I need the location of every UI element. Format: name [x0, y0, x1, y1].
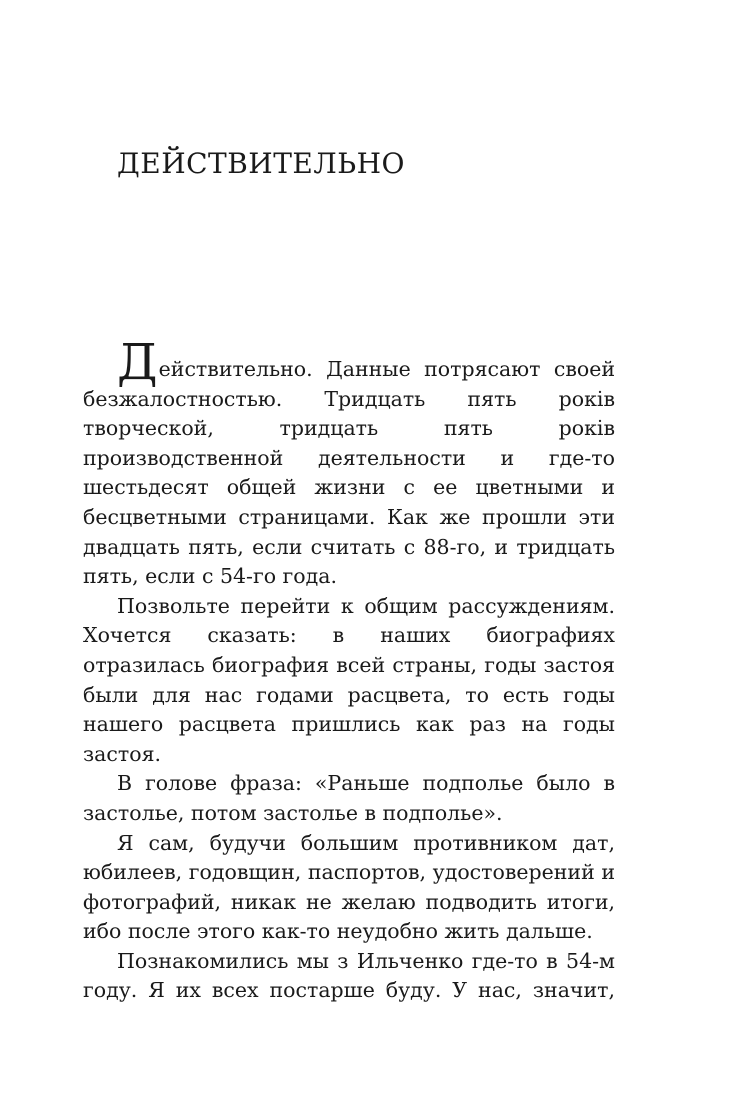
- drop-cap: Д: [117, 333, 158, 391]
- paragraph-1-text: ействительно. Данные потрясают своей безжалостностью. Тридцать пять років творческой, тридцать пять років производственной деятельности и где-то шестьдесят общей жизни с ее цветными и бесцветными страницами. Как же прошли эти двадцать пять, если считать с 88-го, и тридцать пять, если с 54-го года.: [83, 357, 615, 589]
- paragraph-4: Я сам, будучи большим противником дат, юбилеев, годовщин, паспортов, удостоверений и фотографий, никак не желаю подводить итоги, ибо после этого как-то неудобно жить дальше.: [83, 830, 615, 944]
- paragraph-5: Познакомились мы з Ильченко где-то в 54-м году. Я их всех постарше буду. У нас, значит,: [83, 948, 615, 1003]
- paragraph-2: Позвольте перейти к общим рассуждениям. Хочется сказать: в наших биографиях отразилась биография всей страны, годы застоя были для нас годами расцвета, то есть годы нашего расцвета пришлись как раз на годы застоя.: [83, 593, 615, 766]
- body-text: [83, 333, 615, 1006]
- paragraph-1: [83, 333, 615, 592]
- paragraph-3: В голове фраза: «Раньше подполье было в застолье, потом застолье в подполье».: [83, 771, 615, 825]
- chapter-title: ДЕЙСТВИТЕЛЬНО: [117, 147, 405, 180]
